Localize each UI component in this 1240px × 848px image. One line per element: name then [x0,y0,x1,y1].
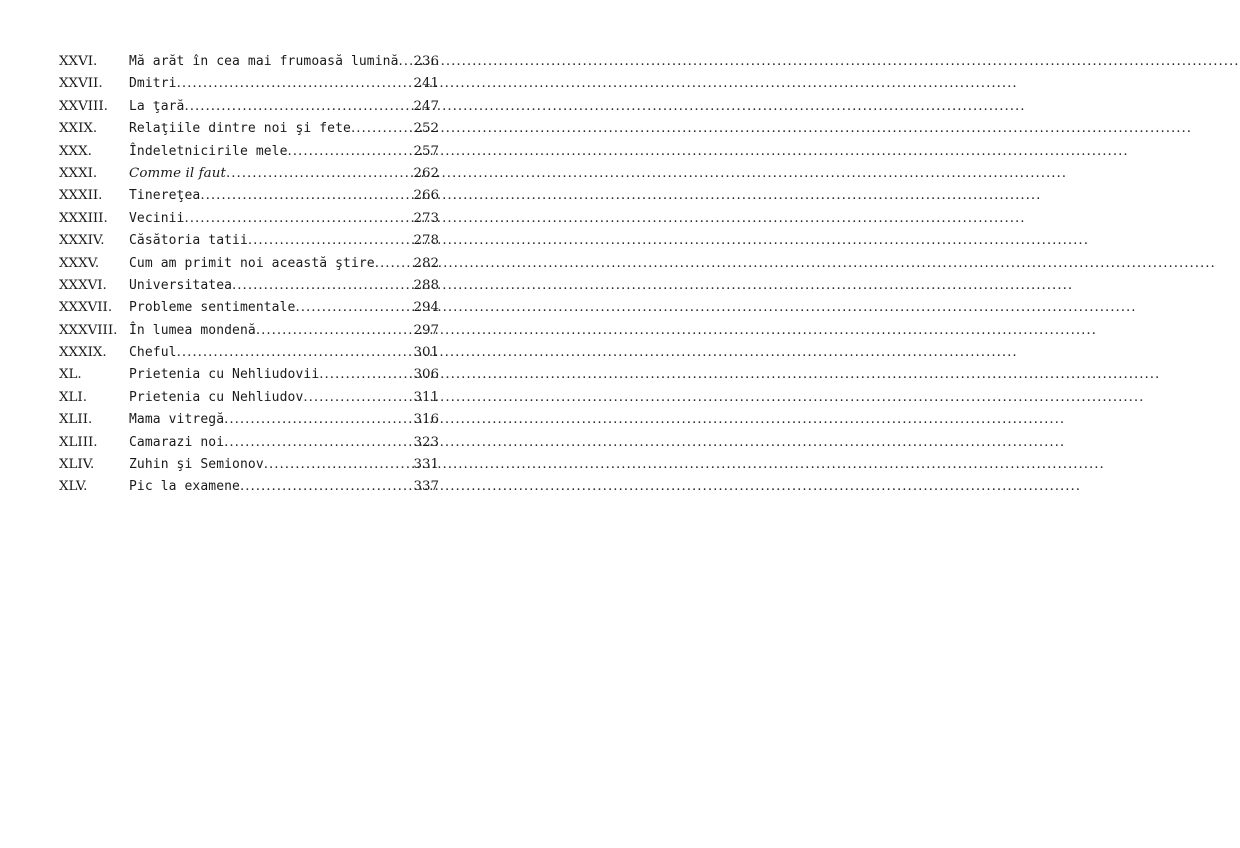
chapter-title: Cheful [129,345,177,361]
dot-leader [200,185,413,207]
toc-entry [59,73,439,95]
toc-entry [59,342,439,364]
page-number: 252 [413,121,439,137]
dot-leader [185,208,414,230]
chapter-number: XL. [59,367,82,383]
toc-entry [59,364,439,386]
dot-leader [224,409,413,431]
toc-entry [59,432,439,454]
toc-entry [59,387,439,409]
chapter-title: Mă arăt în cea mai frumoasă lumină [129,54,399,69]
chapter-title: Pic la examene [129,479,240,495]
chapter-title: Prietenia cu Nehliudovii [129,367,320,383]
chapter-title: Probleme sentimentale [129,300,296,316]
chapter-title: Zuhin şi Semionov [129,457,264,473]
dot-leader [319,364,413,386]
chapter-number: XXXVIII. [59,322,118,338]
page-number: 294 [413,300,439,316]
chapter-title: Mama vitregă [129,412,225,428]
chapter-number: XXXV. [59,255,100,271]
dot-leader [303,387,413,409]
dot-leader [399,51,414,73]
page-number: 241 [413,76,439,92]
toc-entry [59,51,439,73]
toc-entry [59,208,439,230]
chapter-number: XXIX. [59,121,98,137]
dot-leader [351,118,413,140]
table-of-contents [59,51,439,499]
page-number: 301 [413,345,439,361]
page-number: 288 [413,277,439,293]
dot-leader [226,163,413,185]
page-number: 331 [413,457,439,473]
chapter-number: XXX. [59,143,92,159]
toc-entry [59,141,439,163]
chapter-number: XXVI. [59,54,98,69]
toc-entry [59,454,439,476]
toc-entry [59,409,439,431]
chapter-number: XLV. [59,479,88,495]
page-number: 311 [413,389,439,405]
dot-leader [232,275,413,297]
dot-leader [185,96,414,118]
dot-leader [288,141,414,163]
toc-entry [59,163,439,185]
toc-entry [59,297,439,319]
chapter-title: Relaţiile dintre noi şi fete [129,121,351,137]
dot-leader [264,454,414,476]
toc-entry [59,476,439,498]
chapter-number: XXXVI. [59,277,107,293]
chapter-number: XXXIV. [59,233,105,249]
chapter-title: Căsătoria tatii [129,233,248,249]
dot-leader [177,342,414,364]
toc-entry [59,118,439,140]
chapter-number: XLIII. [59,434,98,450]
chapter-title: La ţară [129,98,185,114]
toc-entry [59,230,439,252]
page-number: 273 [413,210,439,226]
page-number: 278 [413,233,439,249]
chapter-title: Tinereţea [129,188,201,204]
toc-entry [59,253,439,275]
toc-entry [59,320,439,342]
chapter-title: Prietenia cu Nehliudov [129,389,304,405]
page-number: 323 [413,434,439,450]
page-number: 262 [413,165,439,181]
page-number: 266 [413,188,439,204]
dot-leader [177,73,414,95]
chapter-number: XXVIII. [59,98,108,114]
chapter-number: XLII. [59,412,93,428]
toc-entry [59,96,439,118]
page-number: 236 [413,54,439,69]
dot-leader [248,230,414,252]
page-number: 257 [413,143,439,159]
chapter-title: Cum am primit noi această ştire [129,255,375,271]
page-number: 282 [413,255,439,271]
chapter-number: XXXI. [59,165,98,181]
page-number: 306 [413,367,439,383]
chapter-number: XXXII. [59,188,103,204]
toc-entry [59,275,439,297]
chapter-title: Îndeletnicirile mele [129,143,288,159]
chapter-title: Universitatea [129,277,233,293]
chapter-title: Vecinii [129,210,185,226]
chapter-number: XXXIX. [59,345,107,361]
chapter-number: XXVII. [59,76,103,92]
dot-leader [224,432,413,454]
dot-leader [295,297,413,319]
chapter-number: XLI. [59,389,87,405]
page-number: 297 [413,322,439,338]
chapter-number: XLIV. [59,457,95,473]
dot-leader [256,320,414,342]
chapter-title: Comme il faut [129,165,226,181]
chapter-number: XXXVII. [59,300,113,316]
chapter-title: În lumea mondenă [129,322,256,338]
chapter-number: XXXIII. [59,210,108,226]
toc-entry [59,185,439,207]
page-number: 247 [413,98,439,114]
chapter-title: Camarazi noi [129,434,225,450]
dot-leader [240,476,413,498]
dot-leader [375,253,414,275]
page-number: 337 [413,479,439,495]
chapter-title: Dmitri [129,76,177,92]
page-number: 316 [413,412,439,428]
